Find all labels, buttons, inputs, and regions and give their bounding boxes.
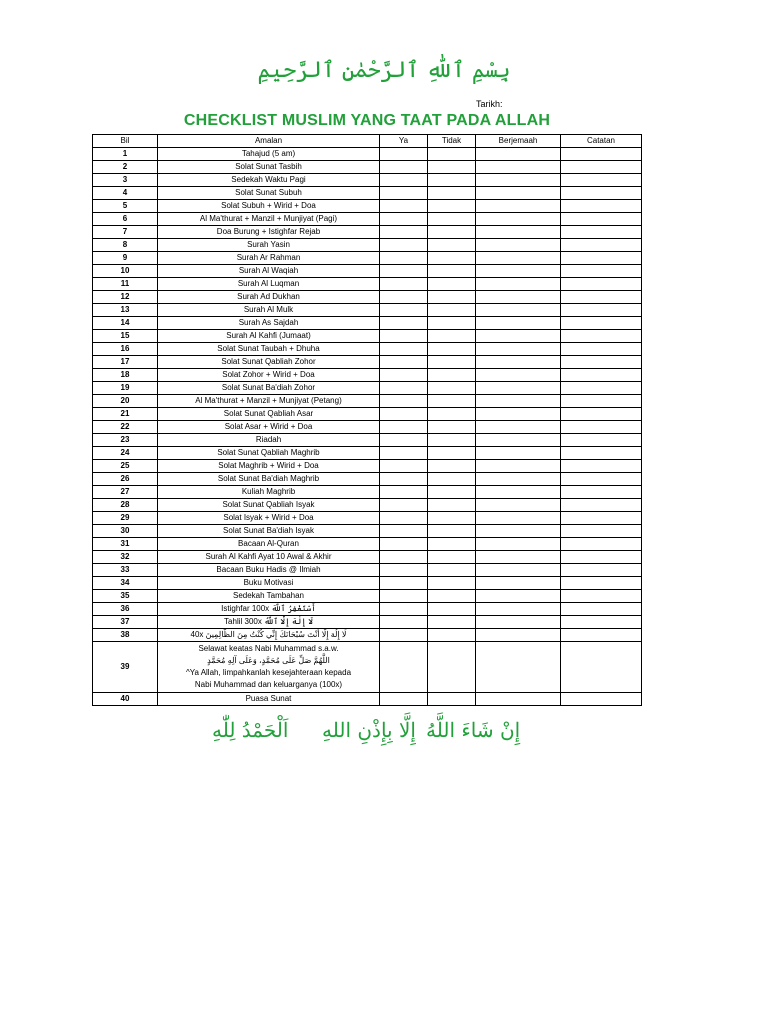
checkbox-cell-catatan[interactable] <box>561 213 642 226</box>
checkbox-cell-catatan[interactable] <box>561 239 642 252</box>
table-row <box>93 564 642 577</box>
table-row <box>93 629 642 642</box>
checklist-body <box>93 148 642 706</box>
row-bil: 36 <box>93 603 158 616</box>
checkbox-cell-berjemaah[interactable] <box>476 538 561 551</box>
table-row <box>93 577 642 590</box>
row-bil: 12 <box>93 291 158 304</box>
checkbox-cell-tidak[interactable] <box>428 226 476 239</box>
checkbox-cell-catatan[interactable] <box>561 200 642 213</box>
checkbox-cell-tidak[interactable] <box>428 239 476 252</box>
checkbox-cell-ya[interactable] <box>380 642 428 693</box>
bismillah-heading: بِسْمِ ٱللّٰهِ ٱلرَّحْمٰنِ ٱلرَّحِيمِ <box>257 58 511 83</box>
checkbox-cell-ya[interactable] <box>380 291 428 304</box>
row-bil: 13 <box>93 304 158 317</box>
checkbox-cell-catatan[interactable] <box>561 693 642 706</box>
checkbox-cell-berjemaah[interactable] <box>476 603 561 616</box>
row-bil: 28 <box>93 499 158 512</box>
row-amalan: Solat Sunat Tasbih <box>158 161 380 174</box>
table-row <box>93 616 642 629</box>
checkbox-cell-ya[interactable] <box>380 200 428 213</box>
checkbox-cell-berjemaah[interactable] <box>476 525 561 538</box>
checkbox-cell-tidak[interactable] <box>428 693 476 706</box>
row-bil: 1 <box>93 148 158 161</box>
checkbox-cell-ya[interactable] <box>380 148 428 161</box>
checkbox-cell-berjemaah[interactable] <box>476 564 561 577</box>
checkbox-cell-tidak[interactable] <box>428 408 476 421</box>
row-amalan: Tahajud (5 am) <box>158 148 380 161</box>
row-amalan: Solat Sunat Taubah + Dhuha <box>158 343 380 356</box>
checkbox-cell-catatan[interactable] <box>561 174 642 187</box>
table-row <box>93 525 642 538</box>
checkbox-cell-ya[interactable] <box>380 382 428 395</box>
checkbox-cell-tidak[interactable] <box>428 577 476 590</box>
checkbox-cell-catatan[interactable] <box>561 356 642 369</box>
table-row <box>93 226 642 239</box>
checkbox-cell-catatan[interactable] <box>561 421 642 434</box>
checkbox-cell-catatan[interactable] <box>561 278 642 291</box>
checkbox-cell-catatan[interactable] <box>561 590 642 603</box>
checkbox-cell-ya[interactable] <box>380 174 428 187</box>
page-title: CHECKLIST MUSLIM YANG TAAT PADA ALLAH <box>183 112 551 129</box>
row-amalan <box>158 642 380 693</box>
row-amalan: Buku Motivasi <box>158 577 380 590</box>
checkbox-cell-tidak[interactable] <box>428 317 476 330</box>
checkbox-cell-ya[interactable] <box>380 265 428 278</box>
row-bil: 22 <box>93 421 158 434</box>
checkbox-cell-catatan[interactable] <box>561 343 642 356</box>
checkbox-cell-catatan[interactable] <box>561 148 642 161</box>
checkbox-cell-catatan[interactable] <box>561 395 642 408</box>
checkbox-cell-catatan[interactable] <box>561 382 642 395</box>
checkbox-cell-berjemaah[interactable] <box>476 304 561 317</box>
checkbox-cell-berjemaah[interactable] <box>476 239 561 252</box>
table-row <box>93 304 642 317</box>
checkbox-cell-ya[interactable] <box>380 590 428 603</box>
checkbox-cell-berjemaah[interactable] <box>476 291 561 304</box>
checkbox-cell-ya[interactable] <box>380 161 428 174</box>
table-row <box>93 291 642 304</box>
row-amalan: Solat Sunat Subuh <box>158 187 380 200</box>
checkbox-cell-berjemaah[interactable] <box>476 577 561 590</box>
footer-phrase-alhamdulillah: اَلْحَمْدُ لِلّٰهِ <box>212 718 289 742</box>
checkbox-cell-berjemaah[interactable] <box>476 187 561 200</box>
table-row <box>93 317 642 330</box>
row-bil: 39 <box>93 642 158 693</box>
row-bil: 38 <box>93 629 158 642</box>
row-amalan: Surah Yasin <box>158 239 380 252</box>
checkbox-cell-catatan[interactable] <box>561 304 642 317</box>
table-row <box>93 343 642 356</box>
checkbox-cell-tidak[interactable] <box>428 174 476 187</box>
row-amalan: Al Ma'thurat + Manzil + Munjiyat (Petang) <box>158 395 380 408</box>
checkbox-cell-tidak[interactable] <box>428 629 476 642</box>
checkbox-cell-ya[interactable] <box>380 616 428 629</box>
column-header-tidak: Tidak <box>428 135 476 148</box>
table-row <box>93 499 642 512</box>
table-row <box>93 421 642 434</box>
row-bil: 40 <box>93 693 158 706</box>
checkbox-cell-berjemaah[interactable] <box>476 616 561 629</box>
checkbox-cell-tidak[interactable] <box>428 616 476 629</box>
checkbox-cell-catatan[interactable] <box>561 187 642 200</box>
row-amalan: Solat Maghrib + Wirid + Doa <box>158 460 380 473</box>
checkbox-cell-tidak[interactable] <box>428 473 476 486</box>
checkbox-cell-berjemaah[interactable] <box>476 265 561 278</box>
row-bil: 9 <box>93 252 158 265</box>
row-bil: 20 <box>93 395 158 408</box>
checkbox-cell-berjemaah[interactable] <box>476 447 561 460</box>
row-amalan: Surah Al Luqman <box>158 278 380 291</box>
checkbox-cell-tidak[interactable] <box>428 603 476 616</box>
checkbox-cell-ya[interactable] <box>380 343 428 356</box>
checkbox-cell-tidak[interactable] <box>428 291 476 304</box>
table-row <box>93 447 642 460</box>
row-bil: 7 <box>93 226 158 239</box>
table-row <box>93 538 642 551</box>
row-amalan: Kuliah Maghrib <box>158 486 380 499</box>
table-row <box>93 551 642 564</box>
row-bil: 29 <box>93 512 158 525</box>
checkbox-cell-ya[interactable] <box>380 304 428 317</box>
table-row <box>93 330 642 343</box>
table-row <box>93 174 642 187</box>
checkbox-cell-berjemaah[interactable] <box>476 356 561 369</box>
checkbox-cell-tidak[interactable] <box>428 434 476 447</box>
checkbox-cell-catatan[interactable] <box>561 577 642 590</box>
checkbox-cell-ya[interactable] <box>380 603 428 616</box>
checkbox-cell-tidak[interactable] <box>428 265 476 278</box>
row-bil: 18 <box>93 369 158 382</box>
row-amalan: Tahlil 300x لَا إِلٰهَ إِلَّا ٱللَّٰهُ <box>158 616 380 629</box>
checkbox-cell-tidak[interactable] <box>428 161 476 174</box>
checkbox-cell-berjemaah[interactable] <box>476 512 561 525</box>
row-bil: 33 <box>93 564 158 577</box>
checkbox-cell-ya[interactable] <box>380 226 428 239</box>
checkbox-cell-catatan[interactable] <box>561 265 642 278</box>
row-amalan: Solat Sunat Ba'diah Maghrib <box>158 473 380 486</box>
row-bil: 11 <box>93 278 158 291</box>
row-bil: 16 <box>93 343 158 356</box>
checkbox-cell-ya[interactable] <box>380 369 428 382</box>
checkbox-cell-ya[interactable] <box>380 473 428 486</box>
checkbox-cell-catatan[interactable] <box>561 473 642 486</box>
column-header-berjemaah: Berjemaah <box>476 135 561 148</box>
checkbox-cell-tidak[interactable] <box>428 564 476 577</box>
row-bil: 23 <box>93 434 158 447</box>
table-row <box>93 642 642 693</box>
row-amalan: Surah Al Waqiah <box>158 265 380 278</box>
table-row <box>93 148 642 161</box>
checkbox-cell-berjemaah[interactable] <box>476 629 561 642</box>
table-row <box>93 356 642 369</box>
checkbox-cell-berjemaah[interactable] <box>476 473 561 486</box>
row-amalan: Solat Sunat Ba'diah Zohor <box>158 382 380 395</box>
checkbox-cell-berjemaah[interactable] <box>476 161 561 174</box>
checkbox-cell-catatan[interactable] <box>561 499 642 512</box>
checkbox-cell-ya[interactable] <box>380 551 428 564</box>
row-bil: 21 <box>93 408 158 421</box>
checkbox-cell-catatan[interactable] <box>561 460 642 473</box>
checkbox-cell-catatan[interactable] <box>561 486 642 499</box>
table-row <box>93 460 642 473</box>
row-bil: 2 <box>93 161 158 174</box>
checkbox-cell-ya[interactable] <box>380 213 428 226</box>
table-row <box>93 693 642 706</box>
row-bil: 30 <box>93 525 158 538</box>
amalan-line: اللَّهُمَّ صَلِّ عَلَى مُحَمَّدٍ، وَعَلَى آلِهِ مُحَمَّدٍ <box>207 656 330 665</box>
row-bil: 34 <box>93 577 158 590</box>
row-amalan: Istighfar 100x أَسْتَغْفِرُ ٱللَّٰهَ <box>158 603 380 616</box>
checkbox-cell-catatan[interactable] <box>561 317 642 330</box>
row-bil: 3 <box>93 174 158 187</box>
table-row <box>93 395 642 408</box>
row-bil: 10 <box>93 265 158 278</box>
checkbox-cell-catatan[interactable] <box>561 252 642 265</box>
checkbox-cell-ya[interactable] <box>380 512 428 525</box>
checkbox-cell-berjemaah[interactable] <box>476 174 561 187</box>
row-amalan: Bacaan Buku Hadis @ Ilmiah <box>158 564 380 577</box>
checkbox-cell-berjemaah[interactable] <box>476 395 561 408</box>
checkbox-cell-tidak[interactable] <box>428 200 476 213</box>
checkbox-cell-ya[interactable] <box>380 421 428 434</box>
checkbox-cell-ya[interactable] <box>380 447 428 460</box>
row-bil: 27 <box>93 486 158 499</box>
row-amalan: Solat Sunat Qabliah Isyak <box>158 499 380 512</box>
table-row <box>93 408 642 421</box>
table-row <box>93 486 642 499</box>
row-bil: 35 <box>93 590 158 603</box>
row-amalan: Solat Isyak + Wirid + Doa <box>158 512 380 525</box>
row-amalan: Doa Burung + Istighfar Rejab <box>158 226 380 239</box>
checkbox-cell-berjemaah[interactable] <box>476 200 561 213</box>
checkbox-cell-berjemaah[interactable] <box>476 382 561 395</box>
checkbox-cell-berjemaah[interactable] <box>476 369 561 382</box>
checklist-table <box>92 134 642 706</box>
checkbox-cell-berjemaah[interactable] <box>476 421 561 434</box>
checkbox-cell-tidak[interactable] <box>428 252 476 265</box>
row-bil: 26 <box>93 473 158 486</box>
row-amalan: Al Ma'thurat + Manzil + Munjiyat (Pagi) <box>158 213 380 226</box>
checkbox-cell-catatan[interactable] <box>561 564 642 577</box>
checkbox-cell-berjemaah[interactable] <box>476 642 561 693</box>
checkbox-cell-catatan[interactable] <box>561 616 642 629</box>
checkbox-cell-tidak[interactable] <box>428 213 476 226</box>
checkbox-cell-berjemaah[interactable] <box>476 148 561 161</box>
table-row <box>93 161 642 174</box>
row-amalan: Surah Al Kahfi Ayat 10 Awal & Akhir <box>158 551 380 564</box>
checkbox-cell-tidak[interactable] <box>428 330 476 343</box>
table-row <box>93 187 642 200</box>
checkbox-cell-berjemaah[interactable] <box>476 693 561 706</box>
checkbox-cell-tidak[interactable] <box>428 356 476 369</box>
row-amalan: Riadah <box>158 434 380 447</box>
checkbox-cell-tidak[interactable] <box>428 486 476 499</box>
row-amalan: Solat Sunat Qabliah Maghrib <box>158 447 380 460</box>
table-row <box>93 590 642 603</box>
checkbox-cell-ya[interactable] <box>380 187 428 200</box>
table-row <box>93 369 642 382</box>
amalan-line: ^Ya Allah, limpahkanlah kesejahteraan kepada <box>185 668 352 677</box>
amalan-line: Nabi Muhammad dan keluarganya (100x) <box>194 680 343 689</box>
checkbox-cell-catatan[interactable] <box>561 330 642 343</box>
row-bil: 5 <box>93 200 158 213</box>
row-bil: 4 <box>93 187 158 200</box>
row-bil: 32 <box>93 551 158 564</box>
row-amalan: Sedekah Waktu Pagi <box>158 174 380 187</box>
checkbox-cell-berjemaah[interactable] <box>476 226 561 239</box>
row-bil: 37 <box>93 616 158 629</box>
checkbox-cell-catatan[interactable] <box>561 642 642 693</box>
checkbox-cell-ya[interactable] <box>380 460 428 473</box>
column-header-catatan: Catatan <box>561 135 642 148</box>
checkbox-cell-catatan[interactable] <box>561 629 642 642</box>
table-row <box>93 213 642 226</box>
table-row <box>93 382 642 395</box>
checkbox-cell-catatan[interactable] <box>561 512 642 525</box>
checkbox-cell-ya[interactable] <box>380 317 428 330</box>
checkbox-cell-catatan[interactable] <box>561 226 642 239</box>
checkbox-cell-ya[interactable] <box>380 408 428 421</box>
checkbox-cell-tidak[interactable] <box>428 278 476 291</box>
row-amalan: Solat Sunat Qabliah Zohor <box>158 356 380 369</box>
row-bil: 17 <box>93 356 158 369</box>
checkbox-cell-ya[interactable] <box>380 356 428 369</box>
checkbox-cell-ya[interactable] <box>380 525 428 538</box>
row-bil: 14 <box>93 317 158 330</box>
row-amalan: Surah Al Kahfi (Jumaat) <box>158 330 380 343</box>
row-amalan: Surah As Sajdah <box>158 317 380 330</box>
column-header-ya: Ya <box>380 135 428 148</box>
row-bil: 24 <box>93 447 158 460</box>
checkbox-cell-tidak[interactable] <box>428 499 476 512</box>
checkbox-cell-tidak[interactable] <box>428 551 476 564</box>
table-row <box>93 434 642 447</box>
checkbox-cell-tidak[interactable] <box>428 187 476 200</box>
row-amalan: Solat Asar + Wirid + Doa <box>158 421 380 434</box>
row-amalan: Solat Subuh + Wirid + Doa <box>158 200 380 213</box>
checkbox-cell-berjemaah[interactable] <box>476 434 561 447</box>
row-amalan: Solat Zohor + Wirid + Doa <box>158 369 380 382</box>
checkbox-cell-tidak[interactable] <box>428 343 476 356</box>
table-row <box>93 512 642 525</box>
checkbox-cell-ya[interactable] <box>380 330 428 343</box>
checkbox-cell-catatan[interactable] <box>561 434 642 447</box>
table-row <box>93 603 642 616</box>
row-bil: 6 <box>93 213 158 226</box>
checkbox-cell-berjemaah[interactable] <box>476 330 561 343</box>
row-bil: 19 <box>93 382 158 395</box>
row-amalan: Solat Sunat Qabliah Asar <box>158 408 380 421</box>
checkbox-cell-berjemaah[interactable] <box>476 590 561 603</box>
checkbox-cell-tidak[interactable] <box>428 447 476 460</box>
checkbox-cell-catatan[interactable] <box>561 603 642 616</box>
checkbox-cell-tidak[interactable] <box>428 304 476 317</box>
checkbox-cell-ya[interactable] <box>380 499 428 512</box>
checkbox-cell-berjemaah[interactable] <box>476 460 561 473</box>
row-amalan: Surah Al Mulk <box>158 304 380 317</box>
row-amalan: Puasa Sunat <box>158 693 380 706</box>
row-bil: 8 <box>93 239 158 252</box>
checkbox-cell-ya[interactable] <box>380 252 428 265</box>
row-amalan: Sedekah Tambahan <box>158 590 380 603</box>
checkbox-cell-berjemaah[interactable] <box>476 343 561 356</box>
checkbox-cell-berjemaah[interactable] <box>476 317 561 330</box>
checkbox-cell-tidak[interactable] <box>428 382 476 395</box>
row-amalan: Bacaan Al-Quran <box>158 538 380 551</box>
checkbox-cell-berjemaah[interactable] <box>476 486 561 499</box>
column-header-bil: Bil <box>93 135 158 148</box>
row-amalan: 40x لَا إِلَٰهَ إِلَّا أَنْتَ سُبْحَانَكَ إِنِّي كُنْتُ مِنَ الظَّالِمِينَ <box>158 629 380 642</box>
checkbox-cell-catatan[interactable] <box>561 447 642 460</box>
table-row <box>93 265 642 278</box>
checkbox-cell-tidak[interactable] <box>428 395 476 408</box>
checkbox-cell-catatan[interactable] <box>561 291 642 304</box>
row-bil: 15 <box>93 330 158 343</box>
amalan-line: Selawat keatas Nabi Muhammad s.a.w. <box>198 644 339 653</box>
checkbox-cell-ya[interactable] <box>380 486 428 499</box>
row-amalan: Solat Sunat Ba'diah Isyak <box>158 525 380 538</box>
row-amalan: Surah Ad Dukhan <box>158 291 380 304</box>
checkbox-cell-berjemaah[interactable] <box>476 213 561 226</box>
checkbox-cell-tidak[interactable] <box>428 421 476 434</box>
table-row <box>93 200 642 213</box>
checkbox-cell-ya[interactable] <box>380 693 428 706</box>
checkbox-cell-ya[interactable] <box>380 564 428 577</box>
checkbox-cell-ya[interactable] <box>380 278 428 291</box>
checkbox-cell-ya[interactable] <box>380 538 428 551</box>
checkbox-cell-catatan[interactable] <box>561 161 642 174</box>
checkbox-cell-ya[interactable] <box>380 629 428 642</box>
tarikh-label: Tarikh: <box>476 99 503 109</box>
checkbox-cell-catatan[interactable] <box>561 551 642 564</box>
checkbox-cell-tidak[interactable] <box>428 512 476 525</box>
checkbox-cell-catatan[interactable] <box>561 369 642 382</box>
checkbox-cell-ya[interactable] <box>380 395 428 408</box>
table-row <box>93 278 642 291</box>
table-row <box>93 473 642 486</box>
table-row <box>93 252 642 265</box>
checkbox-cell-ya[interactable] <box>380 434 428 447</box>
checkbox-cell-tidak[interactable] <box>428 369 476 382</box>
table-row <box>93 239 642 252</box>
row-bil: 25 <box>93 460 158 473</box>
checkbox-cell-tidak[interactable] <box>428 590 476 603</box>
checkbox-cell-ya[interactable] <box>380 577 428 590</box>
row-amalan: Surah Ar Rahman <box>158 252 380 265</box>
footer-phrase-illa-biiznillah: إِلَّا بِإِذْنِ اللهِ <box>322 718 416 742</box>
checkbox-cell-berjemaah[interactable] <box>476 278 561 291</box>
table-header-row <box>93 135 642 148</box>
checkbox-cell-ya[interactable] <box>380 239 428 252</box>
checkbox-cell-berjemaah[interactable] <box>476 252 561 265</box>
checkbox-cell-berjemaah[interactable] <box>476 551 561 564</box>
row-bil: 31 <box>93 538 158 551</box>
checkbox-cell-tidak[interactable] <box>428 525 476 538</box>
checkbox-cell-tidak[interactable] <box>428 148 476 161</box>
checkbox-cell-tidak[interactable] <box>428 642 476 693</box>
checkbox-cell-catatan[interactable] <box>561 538 642 551</box>
column-header-amalan: Amalan <box>158 135 380 148</box>
checkbox-cell-berjemaah[interactable] <box>476 499 561 512</box>
checkbox-cell-tidak[interactable] <box>428 538 476 551</box>
footer-phrase-insyaallah: إِنْ شَاءَ اللَّهُ <box>426 718 521 742</box>
checkbox-cell-catatan[interactable] <box>561 525 642 538</box>
checkbox-cell-tidak[interactable] <box>428 460 476 473</box>
checkbox-cell-berjemaah[interactable] <box>476 408 561 421</box>
checkbox-cell-catatan[interactable] <box>561 408 642 421</box>
